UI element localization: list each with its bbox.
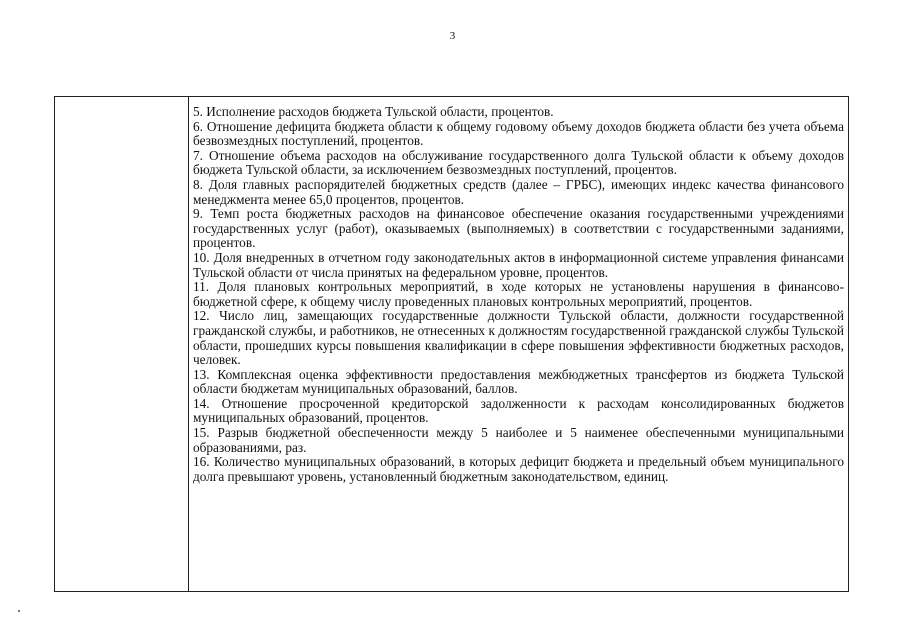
indicator-item-14: 14. Отношение просроченной кредиторской задолженности к расходам консолидированных бюджетов муниципальных образований, процентов. — [193, 395, 844, 426]
indicator-item-12: 12. Число лиц, замещающих государственные должности Тульской области, должности государственной гражданской службы, и работников, не отнесенных к должностям государственной гражданской службы Тульской области, прошедших курсы повышения квалификации в сфере повышения эффективности бюджетных расходов, человек. — [193, 308, 844, 368]
indicator-item-5: 5. Исполнение расходов бюджета Тульской области, процентов. — [193, 104, 554, 119]
indicator-item-10: 10. Доля внедренных в отчетном году законодательных актов в информационной системе управления финансами Тульской области от числа принятых на федеральном уровне, процентов. — [193, 249, 844, 280]
indicator-item-6: 6. Отношение дефицита бюджета области к общему годовому объему доходов бюджета области без учета объема безвозмездных поступлений, процентов. — [193, 118, 844, 149]
indicator-item-8: 8. Доля главных распорядителей бюджетных средств (далее – ГРБС), имеющих индекс качества финансового менеджмента менее 65,0 процентов, процентов. — [193, 176, 844, 207]
indicator-item-7: 7. Отношение объема расходов на обслуживание государственного долга Тульской области к объему доходов бюджета Тульской области, за исключением безвозмездных поступлений, процентов. — [193, 147, 844, 178]
table-row — [55, 97, 849, 592]
empty-left-cell — [55, 97, 189, 592]
indicator-item-11: 11. Доля плановых контрольных мероприятий, в ходе которых не установлены нарушения в финансово-бюджетной сфере, к общему числу проведенных плановых контрольных мероприятий, процентов. — [193, 279, 844, 309]
indicators-table — [54, 96, 849, 592]
scan-speck — [18, 610, 20, 612]
indicator-item-13: 13. Комплексная оценка эффективности предоставления межбюджетных трансфертов из бюджета Тульской области бюджетам муниципальных образований, баллов. — [193, 366, 844, 397]
indicators-list-cell — [189, 97, 849, 592]
indicator-item-16: 16. Количество муниципальных образований, в которых дефицит бюджета и предельный объем муниципального долга превышают уровень, установленный бюджетным законодательством, единиц. — [193, 454, 844, 484]
indicator-item-15: 15. Разрыв бюджетной обеспеченности между 5 наиболее и 5 наименее обеспеченными муниципальными образованиями, раз. — [193, 425, 844, 455]
page-number: 3 — [449, 30, 456, 42]
indicator-item-9: 9. Темп роста бюджетных расходов на финансовое обеспечение оказания государственными учреждениями государственных услуг (работ), оказываемых (выполняемых) в соответствии с государственными заданиями, процентов. — [193, 206, 844, 251]
